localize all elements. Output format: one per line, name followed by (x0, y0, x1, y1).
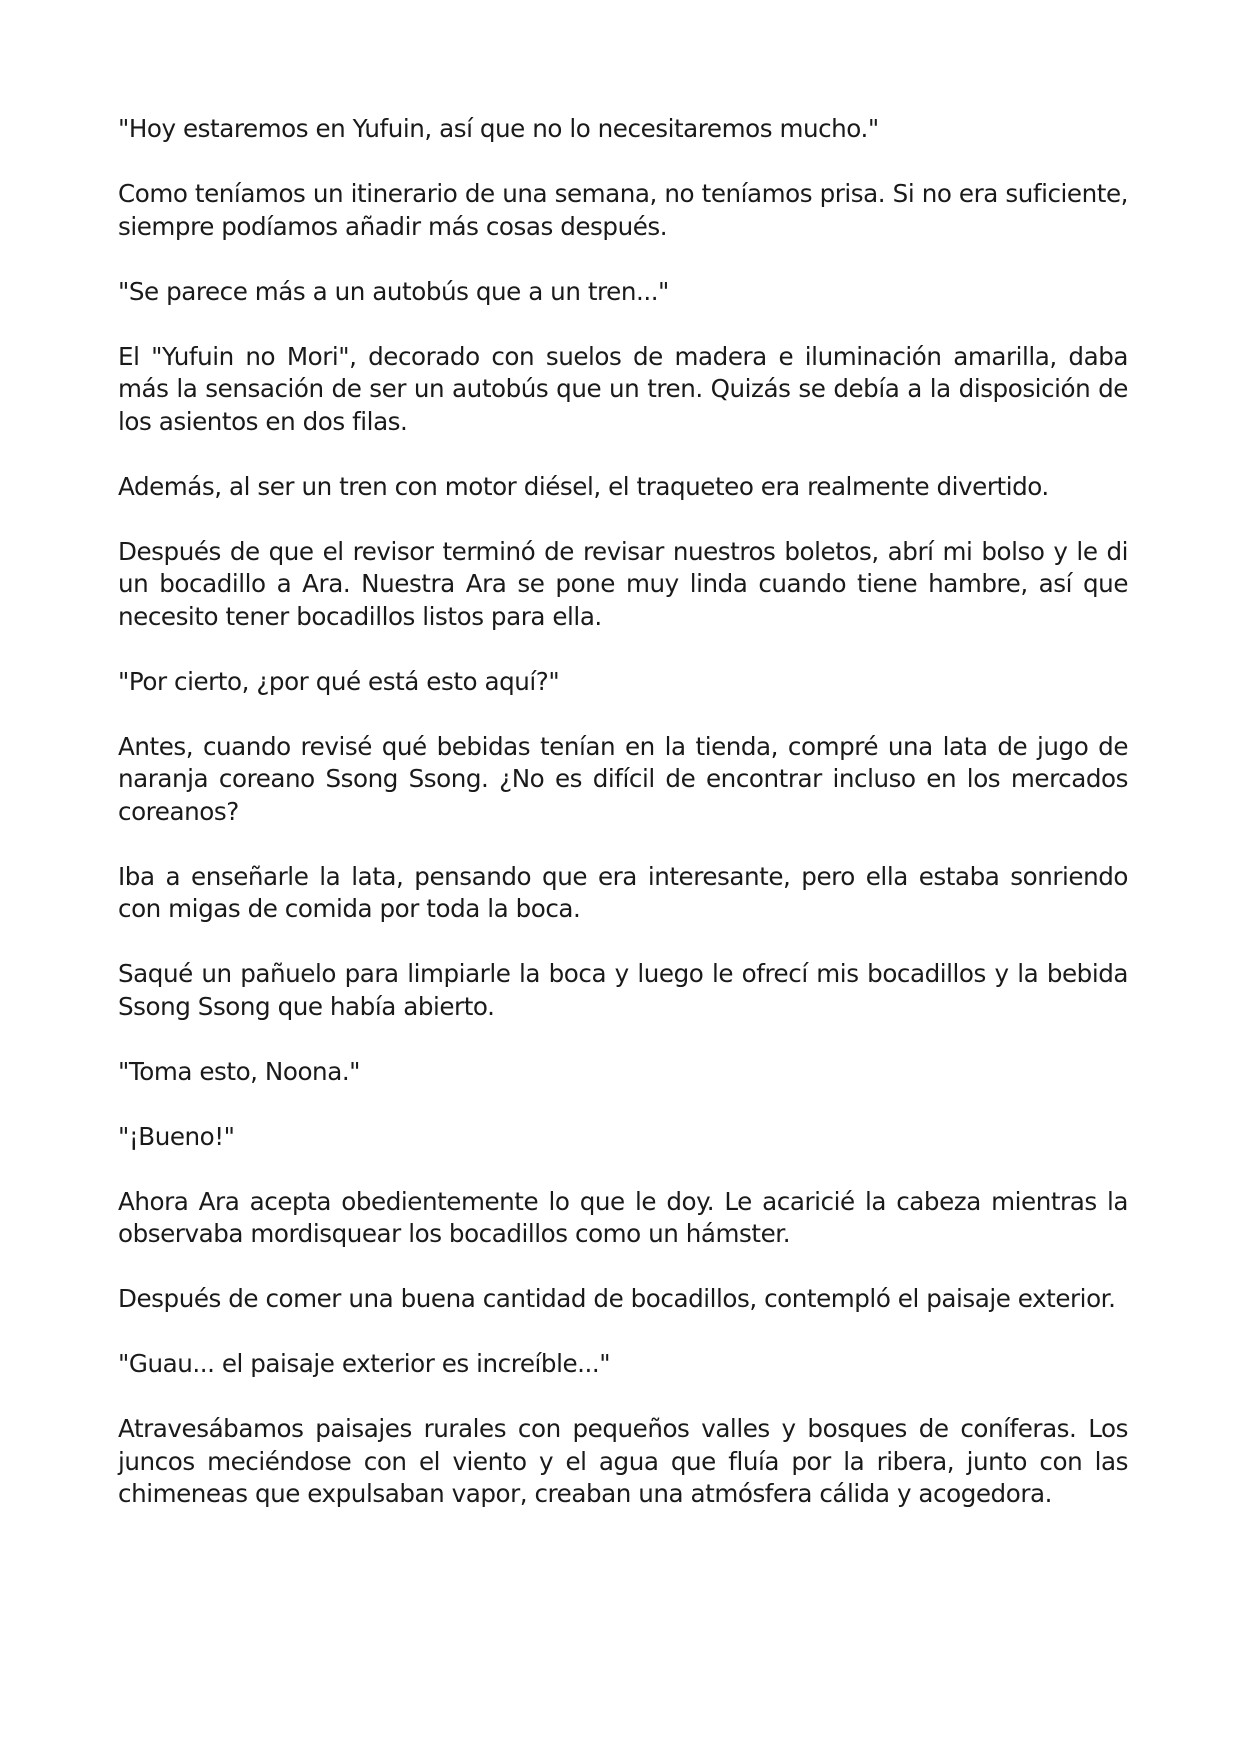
paragraph: "Hoy estaremos en Yufuin, así que no lo necesitaremos mucho." (118, 114, 879, 143)
paragraph: Antes, cuando revisé qué bebidas tenían en la tienda, compré una lata de jugo de naranja coreano Ssong Ssong. ¿No es difícil de encontrar incluso en los mercados coreanos? (118, 731, 1128, 826)
paragraph: "Por cierto, ¿por qué está esto aquí?" (118, 666, 560, 696)
paragraph: Atravesábamos paisajes rurales con pequeños valles y bosques de coníferas. Los juncos meciéndose con el viento y el agua que fluía por la ribera, junto con las chimeneas que expulsaban vapor, creaban una atmósfera cálida y acogedora. (118, 1414, 1128, 1508)
paragraph: Saqué un pañuelo para limpiarle la boca y luego le ofrecí mis bocadillos y la bebida Ssong Ssong que había abierto. (118, 959, 1128, 1021)
paragraph: Después de comer una buena cantidad de bocadillos, contempló el paisaje exterior. (118, 1284, 1116, 1313)
paragraph: Además, al ser un tren con motor diésel, el traqueteo era realmente divertido. (118, 471, 1049, 501)
page-text (118, 113, 1128, 1543)
paragraph: "Toma esto, Noona." (118, 1056, 361, 1086)
paragraph: "Se parece más a un autobús que a un tren..." (118, 276, 669, 306)
paragraph: El "Yufuin no Mori", decorado con suelos de madera e iluminación amarilla, daba más la sensación de ser un autobús que un tren. Quizás se debía a la disposición de los asientos en dos filas. (118, 341, 1128, 436)
paragraph: Como teníamos un itinerario de una semana, no teníamos prisa. Si no era suficiente, siempre podíamos añadir más cosas después. (118, 179, 1128, 241)
paragraph: Ahora Ara acepta obedientemente lo que le doy. Le acaricié la cabeza mientras la observaba mordisquear los bocadillos como un hámster. (118, 1186, 1128, 1248)
paragraph: "¡Bueno!" (118, 1121, 235, 1151)
paragraph: Iba a enseñarle la lata, pensando que era interesante, pero ella estaba sonriendo con migas de comida por toda la boca. (118, 861, 1128, 923)
paragraph: Después de que el revisor terminó de revisar nuestros boletos, abrí mi bolso y le di un bocadillo a Ara. Nuestra Ara se pone muy linda cuando tiene hambre, así que necesito tener bocadillos listos para ella. (118, 536, 1128, 631)
paragraph: "Guau... el paisaje exterior es increíble..." (118, 1349, 611, 1378)
